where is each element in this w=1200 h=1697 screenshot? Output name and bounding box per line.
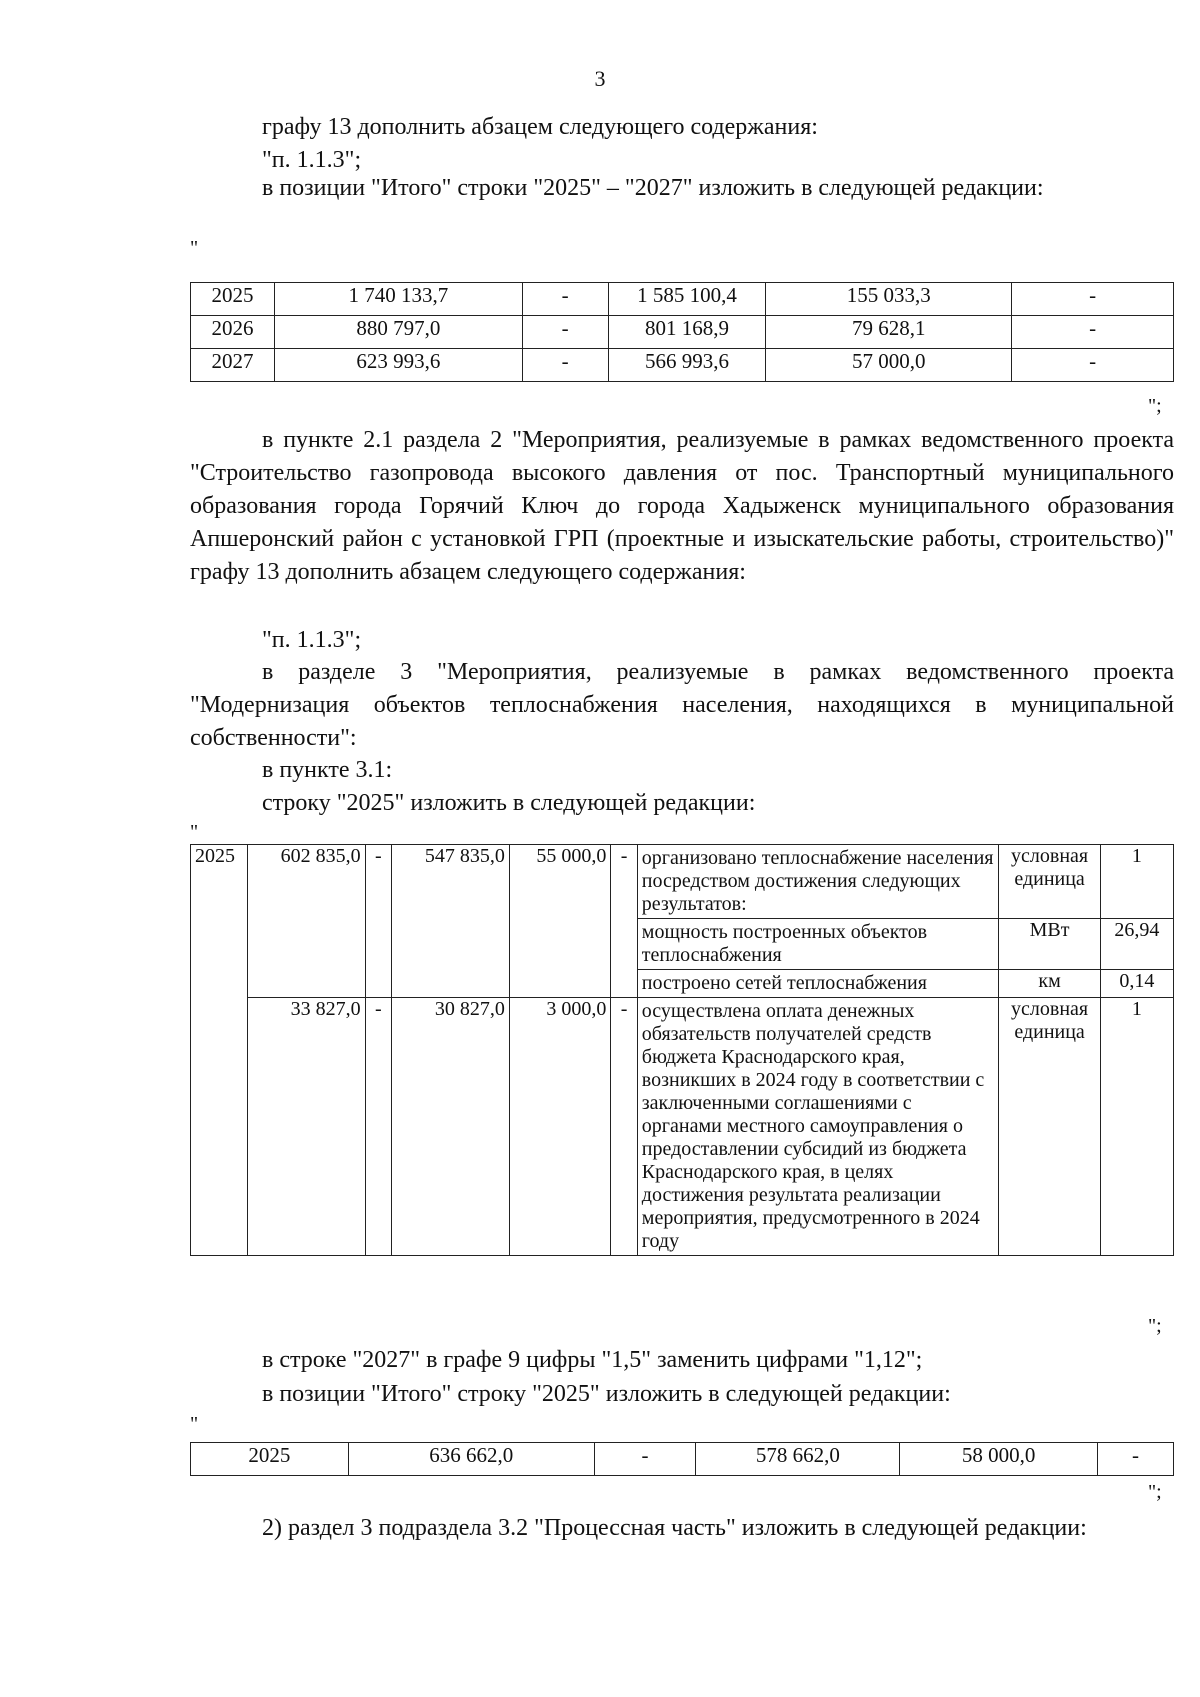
totals-table-2025-2027 [190, 282, 1174, 382]
table-cell: - [522, 283, 608, 316]
year-cell: 2026 [191, 316, 275, 349]
table-cell: - [1012, 316, 1174, 349]
value-cell: 1 [1100, 845, 1173, 919]
table-cell: - [611, 998, 637, 1256]
value-cell: 26,94 [1100, 919, 1173, 970]
open-quote-2: " [190, 821, 199, 843]
close-quote-3: "; [1148, 1481, 1162, 1503]
table-cell: - [1012, 283, 1174, 316]
paragraph-5-line-1: в строке "2027" в графе 9 цифры "1,5" заменить цифрами "1,12"; [262, 1347, 923, 1373]
table-cell: 801 168,9 [608, 316, 766, 349]
table-cell: - [1012, 349, 1174, 382]
unit-cell: условная единица [999, 845, 1101, 919]
table-cell: 55 000,0 [509, 845, 611, 998]
paragraph-3-line-2: "п. 1.1.3"; [262, 627, 362, 653]
unit-cell: км [999, 970, 1101, 998]
table-cell: - [1098, 1443, 1174, 1476]
total-cell: 33 827,0 [247, 998, 365, 1256]
paragraph-3: в пункте 2.1 раздела 2 "Мероприятия, реализуемые в рамках ведомственного проекта "Строительство газопровода высокого давления от пос. Транспортный муниципального образования города Горячий Ключ до города Хадыженск муниципального образования Апшеронский район с установкой ГРП (проектные и изыскательские работы, строительство)" графу 13 дополнить абзацем следующего содержания: [190, 427, 1174, 585]
table-cell: - [522, 316, 608, 349]
year-cell: 2025 [191, 1443, 349, 1476]
table-row [191, 1443, 1174, 1476]
paragraph-4-line-3: строку "2025" изложить в следующей редакции: [262, 790, 756, 816]
table-row [191, 998, 1174, 1256]
result-text: мощность построенных объектов теплоснабжения [637, 919, 999, 970]
paragraph-4: в разделе 3 "Мероприятия, реализуемые в рамках ведомственного проекта "Модернизация объектов теплоснабжения населения, находящихся в муниципальной собственности": [190, 659, 1174, 751]
table-row [191, 845, 1174, 919]
table-cell: 30 827,0 [392, 998, 510, 1256]
paragraph-4-line-2: в пункте 3.1: [262, 757, 393, 783]
total-cell: 623 993,6 [274, 349, 522, 382]
value-cell: 0,14 [1100, 970, 1173, 998]
paragraph-1-line-1: графу 13 дополнить абзацем следующего содержания: [262, 114, 818, 140]
value-cell: 1 [1100, 998, 1173, 1256]
close-quote-1: "; [1148, 395, 1162, 417]
paragraph-1-line-2: "п. 1.1.3"; [262, 147, 362, 173]
table-cell: 155 033,3 [766, 283, 1012, 316]
table-row [191, 283, 1174, 316]
table-cell: - [522, 349, 608, 382]
unit-cell: МВт [999, 919, 1101, 970]
close-quote-2: "; [1148, 1315, 1162, 1337]
table-cell: - [594, 1443, 696, 1476]
table-cell: - [365, 845, 391, 998]
table-cell: 1 585 100,4 [608, 283, 766, 316]
total-cell: 1 740 133,7 [274, 283, 522, 316]
paragraph-6: 2) раздел 3 подраздела 3.2 "Процессная часть" изложить в следующей редакции: [262, 1515, 1087, 1541]
paragraph-5-line-2: в позиции "Итого" строку "2025" изложить в следующей редакции: [262, 1381, 951, 1407]
open-quote-3: " [190, 1413, 199, 1435]
year-cell: 2025 [191, 283, 275, 316]
table-cell: - [365, 998, 391, 1256]
result-text: организовано теплоснабжение населения посредством достижения следующих результатов: [637, 845, 999, 919]
paragraph-2: в позиции "Итого" строки "2025" – "2027" изложить в следующей редакции: [262, 175, 1044, 201]
page-number: 3 [594, 66, 606, 91]
year-cell: 2025 [191, 845, 248, 1256]
unit-cell: условная единица [999, 998, 1101, 1256]
table-cell: 547 835,0 [392, 845, 510, 998]
result-text: построено сетей теплоснабжения [637, 970, 999, 998]
total-cell: 636 662,0 [348, 1443, 594, 1476]
year-cell: 2027 [191, 349, 275, 382]
table-cell: - [611, 845, 637, 998]
table-cell: 58 000,0 [900, 1443, 1098, 1476]
table-cell: 578 662,0 [696, 1443, 900, 1476]
open-quote-1: " [190, 237, 199, 259]
table-cell: 566 993,6 [608, 349, 766, 382]
table-row [191, 316, 1174, 349]
table-cell: 3 000,0 [509, 998, 611, 1256]
activity-table-2025 [190, 844, 1174, 1256]
result-text: осуществлена оплата денежных обязательств получателей средств бюджета Краснодарского края, возникших в 2024 году в соответствии с заключенными соглашениями с органами местного самоуправления о предоставлении субсидий из бюджета Краснодарского края, в целях достижения результата реализации мероприятия, предусмотренного в 2024 году [637, 998, 999, 1256]
totals-table-2025 [190, 1442, 1174, 1476]
total-cell: 880 797,0 [274, 316, 522, 349]
table-row [191, 349, 1174, 382]
table-cell: 79 628,1 [766, 316, 1012, 349]
table-cell: 57 000,0 [766, 349, 1012, 382]
total-cell: 602 835,0 [247, 845, 365, 998]
